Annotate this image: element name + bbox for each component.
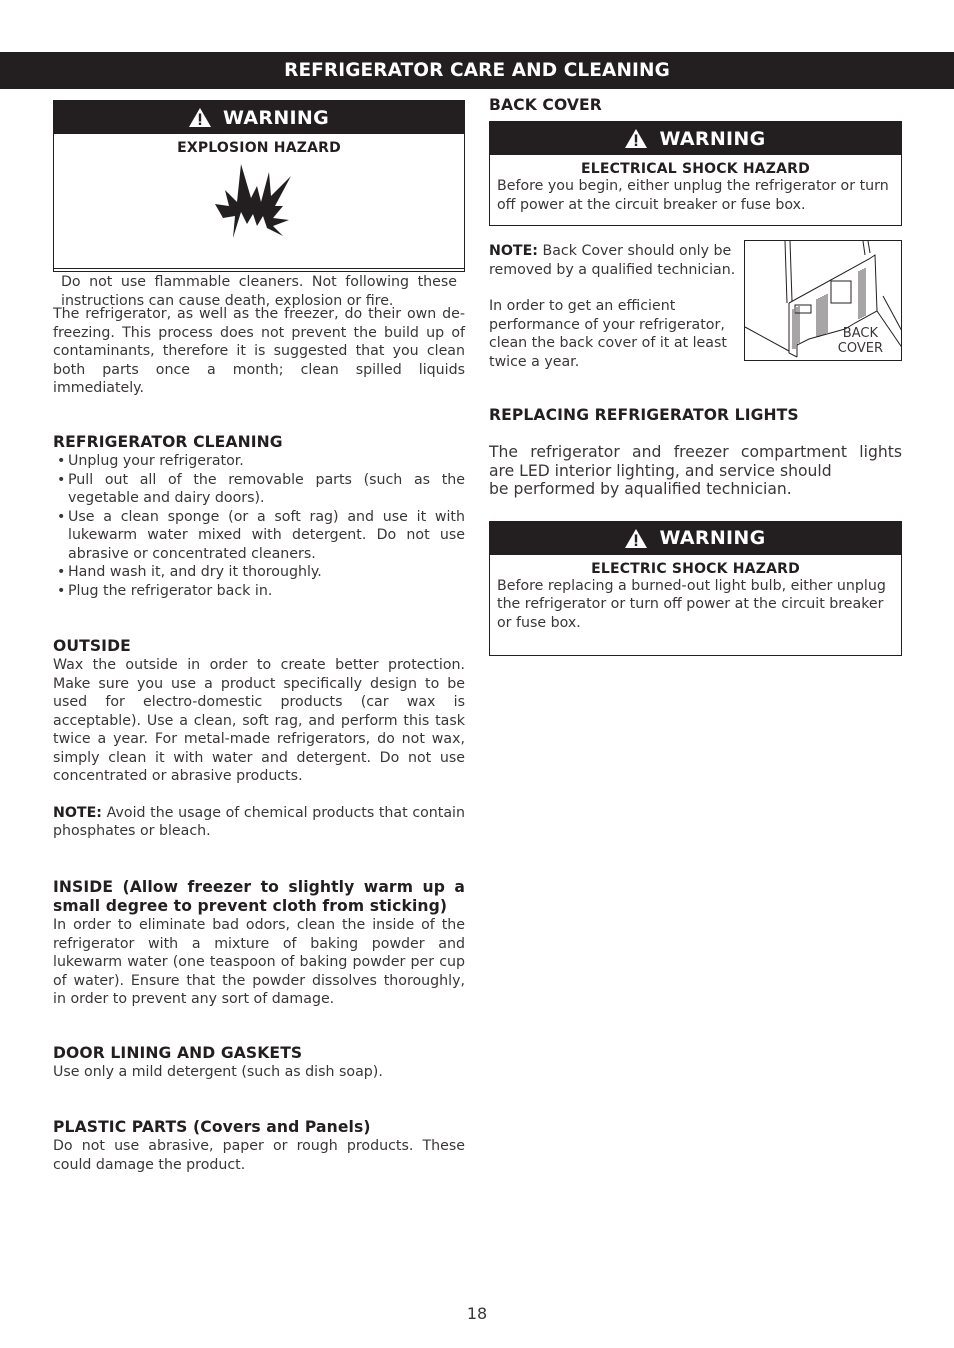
- note-text: Avoid the usage of chemical products that contain phosphates or bleach.: [53, 804, 465, 839]
- page-number: 18: [466, 1304, 488, 1323]
- note-label: NOTE:: [53, 804, 102, 821]
- warning-heading: WARNING: [659, 527, 766, 549]
- section-outside: [53, 637, 465, 841]
- list-item: • Use a clean sponge (or a soft rag) and use it with lukewarm water mixed with detergent. Do not use abrasive or concentrated cleaners.: [57, 508, 465, 564]
- list-item: • Plug the refrigerator back in.: [57, 582, 465, 601]
- section-heading: BACK COVER: [489, 96, 602, 114]
- section-heading: REPLACING REFRIGERATOR LIGHTS: [489, 406, 799, 424]
- warning-heading: WARNING: [222, 106, 329, 129]
- explosion-warning-box: [53, 100, 465, 309]
- list-item: • Pull out all of the removable parts (such as the vegetable and dairy doors).: [57, 471, 465, 508]
- list-item: • Unplug your refrigerator.: [57, 452, 465, 471]
- section-text: Use only a mild detergent (such as dish soap).: [53, 1064, 383, 1080]
- hazard-title: EXPLOSION HAZARD: [177, 140, 341, 156]
- warning-header: [54, 101, 464, 134]
- lights-text: [489, 443, 902, 499]
- intro-paragraph: The refrigerator, as well as the freezer, do their own de-freezing. This process does not prevent the build up of contaminants, therefore it is suggested that you clean both parts once a month; clean spilled liquids immediately.: [53, 306, 465, 396]
- note-text: Back Cover should only be removed by a qualified technician.: [489, 243, 736, 278]
- figure-label-line: COVER: [837, 341, 883, 356]
- section-text: In order to eliminate bad odors, clean the inside of the refrigerator with a mixture of baking powder and lukewarm water (one teaspoon of baking powder per cup of water). Ensure that the powder dissolves thoroughly, in order to prevent any sort of damage.: [53, 917, 465, 1007]
- warning-header: [490, 122, 901, 155]
- warning-triangle-icon: [189, 108, 211, 127]
- lights-text-line: The refrigerator and freezer compartment lights: [489, 443, 902, 461]
- back-cover-text: In order to get an efficient performance of your refrigerator, clean the back cover of it at least twice a year.: [489, 298, 727, 370]
- section-refrigerator-cleaning: [53, 433, 465, 600]
- warning-text: Before replacing a burned-out light bulb, either unplug the refrigerator or turn off power at the circuit breaker or fuse box.: [497, 577, 886, 631]
- explosion-icon: [211, 162, 307, 240]
- warning-header: [490, 522, 901, 555]
- explosion-symbol: [54, 156, 464, 268]
- electric-shock-warning-box: [489, 521, 902, 656]
- warning-text: Before you begin, either unplug the refrigerator or turn off power at the circuit breaker or fuse box.: [497, 178, 889, 213]
- left-column: [53, 100, 465, 1173]
- section-text: Do not use abrasive, paper or rough products. These could damage the product.: [53, 1138, 465, 1173]
- electrical-shock-warning-box: [489, 121, 902, 226]
- lights-text-line: are LED interior lighting, and service should: [489, 461, 832, 480]
- page-title: REFRIGERATOR CARE AND CLEANING: [284, 60, 670, 81]
- section-door-lining: [53, 1044, 465, 1082]
- page-banner: [0, 52, 954, 89]
- section-inside: [53, 878, 465, 1009]
- note-label: NOTE:: [489, 243, 538, 259]
- warning-triangle-icon: [625, 529, 647, 548]
- section-heading: OUTSIDE: [53, 637, 131, 655]
- hazard-title: ELECTRIC SHOCK HAZARD: [591, 560, 800, 577]
- back-cover-notes: [489, 242, 741, 371]
- note-paragraph: [53, 804, 465, 841]
- figure-label-line: BACK: [842, 326, 878, 341]
- section-plastic-parts: [53, 1118, 465, 1174]
- cleaning-steps-list: [53, 452, 465, 600]
- warning-heading: WARNING: [659, 127, 766, 150]
- section-text: Wax the outside in order to create better protection. Make sure you use a product specifically design to be used for electro-domestic products (car wax is acceptable). Use a clean, soft rag, and perform this task twice a year. For metal-made refrigerators, do not wax, simply clean it with water and detergent. Do not use concentrated or abrasive products.: [53, 657, 465, 784]
- section-heading: REFRIGERATOR CLEANING: [53, 433, 283, 451]
- section-heading: DOOR LINING AND GASKETS: [53, 1044, 303, 1062]
- right-column: [489, 96, 902, 631]
- lights-text-line: be performed by aqualified technician.: [489, 480, 792, 498]
- hazard-title: ELECTRICAL SHOCK HAZARD: [580, 161, 810, 177]
- back-cover-figure: [744, 240, 902, 361]
- warning-triangle-icon: [625, 129, 647, 148]
- section-heading: INSIDE (Allow freezer to slightly warm up a small degree to prevent cloth from sticking): [53, 878, 465, 915]
- list-item: • Hand wash it, and dry it thoroughly.: [57, 563, 465, 582]
- section-heading: PLASTIC PARTS (Covers and Panels): [53, 1118, 371, 1136]
- figure-label: [838, 326, 883, 356]
- warning-text: Do not use flammable cleaners. Not following these instructions can cause death, explosion or fire.: [61, 274, 457, 309]
- note-paragraph: [489, 242, 741, 279]
- section-replacing-lights: [489, 406, 902, 656]
